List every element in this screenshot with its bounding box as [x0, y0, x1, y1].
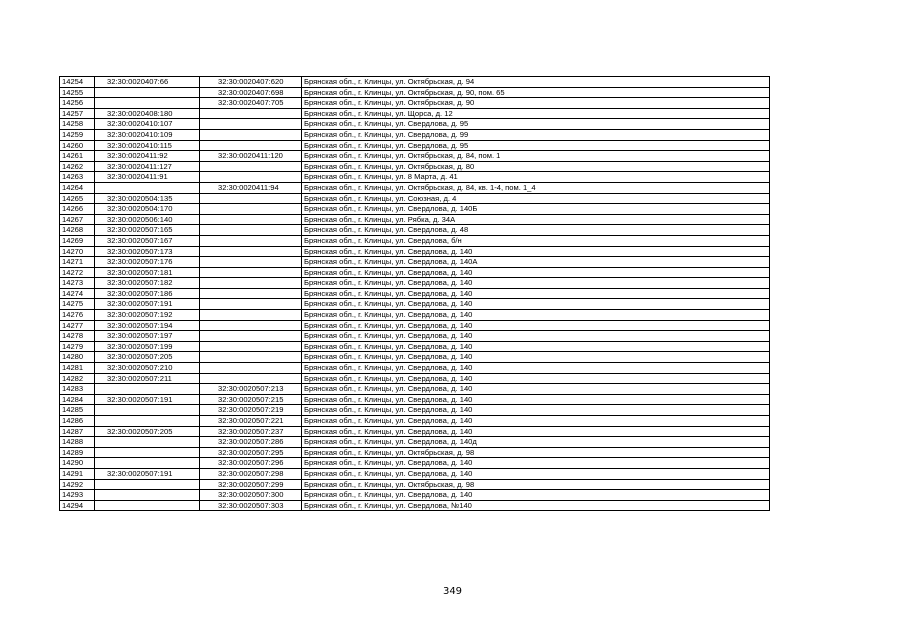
- cadastral-number-cell: 32:30:0020507:191: [95, 394, 200, 405]
- related-cadastral-number-cell: [200, 278, 302, 289]
- registry-table-body: [60, 77, 770, 511]
- cadastral-number-cell: 32:30:0020507:186: [95, 288, 200, 299]
- table-row: [60, 416, 770, 427]
- related-cadastral-number-cell: 32:30:0020407:698: [200, 87, 302, 98]
- address-cell: Брянская обл., г. Клинцы, ул. Свердлова, д. 140д: [302, 437, 770, 448]
- row-number-cell: 14266: [60, 204, 95, 215]
- row-number-cell: 14270: [60, 246, 95, 257]
- row-number-cell: 14289: [60, 447, 95, 458]
- related-cadastral-number-cell: 32:30:0020507:213: [200, 384, 302, 395]
- related-cadastral-number-cell: [200, 214, 302, 225]
- row-number-cell: 14277: [60, 320, 95, 331]
- cadastral-number-cell: [95, 500, 200, 511]
- related-cadastral-number-cell: 32:30:0020507:296: [200, 458, 302, 469]
- row-number-cell: 14287: [60, 426, 95, 437]
- related-cadastral-number-cell: [200, 320, 302, 331]
- row-number-cell: 14275: [60, 299, 95, 310]
- row-number-cell: 14255: [60, 87, 95, 98]
- table-row: [60, 161, 770, 172]
- row-number-cell: 14268: [60, 225, 95, 236]
- cadastral-number-cell: 32:30:0020411:127: [95, 161, 200, 172]
- address-cell: Брянская обл., г. Клинцы, ул. Свердлова, д. 140: [302, 490, 770, 501]
- related-cadastral-number-cell: [200, 225, 302, 236]
- cadastral-number-cell: 32:30:0020507:210: [95, 363, 200, 374]
- address-cell: Брянская обл., г. Клинцы, ул. Октябрьская, д. 94: [302, 77, 770, 88]
- related-cadastral-number-cell: [200, 246, 302, 257]
- cadastral-number-cell: [95, 405, 200, 416]
- related-cadastral-number-cell: 32:30:0020507:215: [200, 394, 302, 405]
- related-cadastral-number-cell: [200, 310, 302, 321]
- table-row: [60, 447, 770, 458]
- row-number-cell: 14285: [60, 405, 95, 416]
- row-number-cell: 14269: [60, 235, 95, 246]
- related-cadastral-number-cell: [200, 172, 302, 183]
- related-cadastral-number-cell: 32:30:0020507:286: [200, 437, 302, 448]
- cadastral-number-cell: 32:30:0020507:182: [95, 278, 200, 289]
- table-row: [60, 77, 770, 88]
- related-cadastral-number-cell: 32:30:0020507:219: [200, 405, 302, 416]
- table-row: [60, 108, 770, 119]
- address-cell: Брянская обл., г. Клинцы, ул. Свердлова, д. 140: [302, 320, 770, 331]
- address-cell: Брянская обл., г. Клинцы, ул. Рябка, д. 34А: [302, 214, 770, 225]
- cadastral-number-cell: [95, 98, 200, 109]
- address-cell: Брянская обл., г. Клинцы, ул. Свердлова, д. 140: [302, 458, 770, 469]
- table-row: [60, 246, 770, 257]
- address-cell: Брянская обл., г. Клинцы, ул. Октябрьская, д. 98: [302, 479, 770, 490]
- related-cadastral-number-cell: [200, 299, 302, 310]
- row-number-cell: 14272: [60, 267, 95, 278]
- row-number-cell: 14261: [60, 151, 95, 162]
- table-row: [60, 310, 770, 321]
- related-cadastral-number-cell: [200, 257, 302, 268]
- cadastral-number-cell: [95, 447, 200, 458]
- row-number-cell: 14286: [60, 416, 95, 427]
- related-cadastral-number-cell: 32:30:0020411:94: [200, 182, 302, 193]
- address-cell: Брянская обл., г. Клинцы, ул. Октябрьская, д. 90, пом. 65: [302, 87, 770, 98]
- cadastral-number-cell: 32:30:0020507:192: [95, 310, 200, 321]
- row-number-cell: 14284: [60, 394, 95, 405]
- related-cadastral-number-cell: [200, 352, 302, 363]
- table-row: [60, 341, 770, 352]
- row-number-cell: 14279: [60, 341, 95, 352]
- address-cell: Брянская обл., г. Клинцы, ул. Союзная, д. 4: [302, 193, 770, 204]
- cadastral-number-cell: 32:30:0020507:181: [95, 267, 200, 278]
- table-row: [60, 140, 770, 151]
- address-cell: Брянская обл., г. Клинцы, ул. Октябрьская, д. 84, пом. 1: [302, 151, 770, 162]
- cadastral-number-cell: [95, 490, 200, 501]
- table-row: [60, 204, 770, 215]
- address-cell: Брянская обл., г. Клинцы, ул. Свердлова, д. 140: [302, 341, 770, 352]
- address-cell: Брянская обл., г. Клинцы, ул. Свердлова, д. 140А: [302, 257, 770, 268]
- related-cadastral-number-cell: [200, 119, 302, 130]
- related-cadastral-number-cell: [200, 108, 302, 119]
- cadastral-number-cell: 32:30:0020408:180: [95, 108, 200, 119]
- table-row: [60, 278, 770, 289]
- related-cadastral-number-cell: [200, 288, 302, 299]
- related-cadastral-number-cell: 32:30:0020507:237: [200, 426, 302, 437]
- cadastral-number-cell: 32:30:0020507:199: [95, 341, 200, 352]
- address-cell: Брянская обл., г. Клинцы, ул. Свердлова, д. 140: [302, 278, 770, 289]
- cadastral-number-cell: 32:30:0020504:170: [95, 204, 200, 215]
- row-number-cell: 14288: [60, 437, 95, 448]
- address-cell: Брянская обл., г. Клинцы, ул. Свердлова, д. 140: [302, 267, 770, 278]
- row-number-cell: 14258: [60, 119, 95, 130]
- row-number-cell: 14265: [60, 193, 95, 204]
- address-cell: Брянская обл., г. Клинцы, ул. Свердлова, д. 48: [302, 225, 770, 236]
- cadastral-number-cell: [95, 479, 200, 490]
- cadastral-number-cell: 32:30:0020507:167: [95, 235, 200, 246]
- address-cell: Брянская обл., г. Клинцы, ул. Свердлова, д. 140: [302, 373, 770, 384]
- row-number-cell: 14257: [60, 108, 95, 119]
- table-row: [60, 468, 770, 479]
- table-row: [60, 151, 770, 162]
- cadastral-number-cell: 32:30:0020507:194: [95, 320, 200, 331]
- address-cell: Брянская обл., г. Клинцы, ул. Свердлова, д. 140: [302, 288, 770, 299]
- related-cadastral-number-cell: [200, 267, 302, 278]
- cadastral-number-cell: 32:30:0020507:197: [95, 331, 200, 342]
- address-cell: Брянская обл., г. Клинцы, ул. Свердлова, д. 95: [302, 140, 770, 151]
- related-cadastral-number-cell: [200, 129, 302, 140]
- table-row: [60, 182, 770, 193]
- address-cell: Брянская обл., г. Клинцы, ул. Свердлова, д. 99: [302, 129, 770, 140]
- address-cell: Брянская обл., г. Клинцы, ул. Свердлова, б/н: [302, 235, 770, 246]
- row-number-cell: 14276: [60, 310, 95, 321]
- table-row: [60, 352, 770, 363]
- table-row: [60, 87, 770, 98]
- cadastral-number-cell: 32:30:0020410:115: [95, 140, 200, 151]
- related-cadastral-number-cell: 32:30:0020407:705: [200, 98, 302, 109]
- table-row: [60, 288, 770, 299]
- related-cadastral-number-cell: 32:30:0020507:298: [200, 468, 302, 479]
- address-cell: Брянская обл., г. Клинцы, ул. Свердлова, д. 140: [302, 310, 770, 321]
- table-row: [60, 214, 770, 225]
- row-number-cell: 14294: [60, 500, 95, 511]
- related-cadastral-number-cell: 32:30:0020507:299: [200, 479, 302, 490]
- cadastral-number-cell: 32:30:0020507:176: [95, 257, 200, 268]
- table-row: [60, 331, 770, 342]
- address-cell: Брянская обл., г. Клинцы, ул. Свердлова, д. 140: [302, 299, 770, 310]
- cadastral-number-cell: [95, 458, 200, 469]
- address-cell: Брянская обл., г. Клинцы, ул. Свердлова, д. 140: [302, 468, 770, 479]
- row-number-cell: 14259: [60, 129, 95, 140]
- cadastral-number-cell: 32:30:0020410:109: [95, 129, 200, 140]
- address-cell: Брянская обл., г. Клинцы, ул. Свердлова, д. 95: [302, 119, 770, 130]
- cadastral-number-cell: 32:30:0020507:173: [95, 246, 200, 257]
- row-number-cell: 14290: [60, 458, 95, 469]
- address-cell: Брянская обл., г. Клинцы, ул. Свердлова, д. 140: [302, 363, 770, 374]
- table-row: [60, 119, 770, 130]
- row-number-cell: 14271: [60, 257, 95, 268]
- related-cadastral-number-cell: [200, 161, 302, 172]
- related-cadastral-number-cell: 32:30:0020507:295: [200, 447, 302, 458]
- cadastral-number-cell: 32:30:0020507:191: [95, 299, 200, 310]
- table-row: [60, 500, 770, 511]
- table-row: [60, 98, 770, 109]
- table-row: [60, 172, 770, 183]
- table-row: [60, 267, 770, 278]
- table-row: [60, 193, 770, 204]
- cadastral-number-cell: 32:30:0020507:205: [95, 426, 200, 437]
- address-cell: Брянская обл., г. Клинцы, ул. Октябрьская, д. 98: [302, 447, 770, 458]
- related-cadastral-number-cell: [200, 140, 302, 151]
- related-cadastral-number-cell: [200, 341, 302, 352]
- cadastral-number-cell: 32:30:0020507:205: [95, 352, 200, 363]
- table-row: [60, 394, 770, 405]
- cadastral-number-cell: [95, 437, 200, 448]
- row-number-cell: 14267: [60, 214, 95, 225]
- row-number-cell: 14281: [60, 363, 95, 374]
- cadastral-number-cell: 32:30:0020411:91: [95, 172, 200, 183]
- row-number-cell: 14282: [60, 373, 95, 384]
- row-number-cell: 14291: [60, 468, 95, 479]
- address-cell: Брянская обл., г. Клинцы, ул. Щорса, д. 12: [302, 108, 770, 119]
- cadastral-number-cell: 32:30:0020507:211: [95, 373, 200, 384]
- address-cell: Брянская обл., г. Клинцы, ул. Свердлова, №140: [302, 500, 770, 511]
- row-number-cell: 14274: [60, 288, 95, 299]
- table-row: [60, 458, 770, 469]
- address-cell: Брянская обл., г. Клинцы, ул. Октябрьская, д. 80: [302, 161, 770, 172]
- table-row: [60, 363, 770, 374]
- cadastral-number-cell: [95, 182, 200, 193]
- cadastral-number-cell: 32:30:0020411:92: [95, 151, 200, 162]
- row-number-cell: 14264: [60, 182, 95, 193]
- table-row: [60, 235, 770, 246]
- address-cell: Брянская обл., г. Клинцы, ул. 8 Марта, д. 41: [302, 172, 770, 183]
- table-row: [60, 320, 770, 331]
- related-cadastral-number-cell: [200, 331, 302, 342]
- table-row: [60, 479, 770, 490]
- row-number-cell: 14278: [60, 331, 95, 342]
- address-cell: Брянская обл., г. Клинцы, ул. Октябрьская, д. 84, кв. 1-4, пом. 1_4: [302, 182, 770, 193]
- cadastral-number-cell: 32:30:0020506:140: [95, 214, 200, 225]
- address-cell: Брянская обл., г. Клинцы, ул. Октябрьская, д. 90: [302, 98, 770, 109]
- cadastral-number-cell: [95, 416, 200, 427]
- related-cadastral-number-cell: [200, 235, 302, 246]
- related-cadastral-number-cell: [200, 373, 302, 384]
- related-cadastral-number-cell: 32:30:0020407:620: [200, 77, 302, 88]
- table-row: [60, 405, 770, 416]
- table-row: [60, 437, 770, 448]
- table-row: [60, 490, 770, 501]
- row-number-cell: 14260: [60, 140, 95, 151]
- address-cell: Брянская обл., г. Клинцы, ул. Свердлова, д. 140: [302, 384, 770, 395]
- table-row: [60, 426, 770, 437]
- related-cadastral-number-cell: 32:30:0020411:120: [200, 151, 302, 162]
- row-number-cell: 14273: [60, 278, 95, 289]
- row-number-cell: 14256: [60, 98, 95, 109]
- row-number-cell: 14292: [60, 479, 95, 490]
- table-row: [60, 373, 770, 384]
- address-cell: Брянская обл., г. Клинцы, ул. Свердлова, д. 140Б: [302, 204, 770, 215]
- address-cell: Брянская обл., г. Клинцы, ул. Свердлова, д. 140: [302, 394, 770, 405]
- related-cadastral-number-cell: 32:30:0020507:221: [200, 416, 302, 427]
- row-number-cell: 14283: [60, 384, 95, 395]
- cadastral-number-cell: 32:30:0020507:165: [95, 225, 200, 236]
- address-cell: Брянская обл., г. Клинцы, ул. Свердлова, д. 140: [302, 405, 770, 416]
- row-number-cell: 14263: [60, 172, 95, 183]
- cadastral-number-cell: 32:30:0020407:66: [95, 77, 200, 88]
- row-number-cell: 14293: [60, 490, 95, 501]
- table-row: [60, 299, 770, 310]
- cadastral-number-cell: 32:30:0020507:191: [95, 468, 200, 479]
- row-number-cell: 14254: [60, 77, 95, 88]
- table-row: [60, 384, 770, 395]
- table-row: [60, 257, 770, 268]
- row-number-cell: 14262: [60, 161, 95, 172]
- related-cadastral-number-cell: 32:30:0020507:303: [200, 500, 302, 511]
- page-number: 349: [442, 586, 463, 597]
- related-cadastral-number-cell: [200, 204, 302, 215]
- cadastral-number-cell: 32:30:0020504:135: [95, 193, 200, 204]
- cadastral-number-cell: [95, 87, 200, 98]
- address-cell: Брянская обл., г. Клинцы, ул. Свердлова, д. 140: [302, 331, 770, 342]
- related-cadastral-number-cell: [200, 193, 302, 204]
- registry-table: [59, 76, 770, 511]
- address-cell: Брянская обл., г. Клинцы, ул. Свердлова, д. 140: [302, 246, 770, 257]
- related-cadastral-number-cell: [200, 363, 302, 374]
- row-number-cell: 14280: [60, 352, 95, 363]
- table-row: [60, 129, 770, 140]
- address-cell: Брянская обл., г. Клинцы, ул. Свердлова, д. 140: [302, 416, 770, 427]
- address-cell: Брянская обл., г. Клинцы, ул. Свердлова, д. 140: [302, 426, 770, 437]
- table-row: [60, 225, 770, 236]
- cadastral-number-cell: [95, 384, 200, 395]
- related-cadastral-number-cell: 32:30:0020507:300: [200, 490, 302, 501]
- address-cell: Брянская обл., г. Клинцы, ул. Свердлова, д. 140: [302, 352, 770, 363]
- cadastral-number-cell: 32:30:0020410:107: [95, 119, 200, 130]
